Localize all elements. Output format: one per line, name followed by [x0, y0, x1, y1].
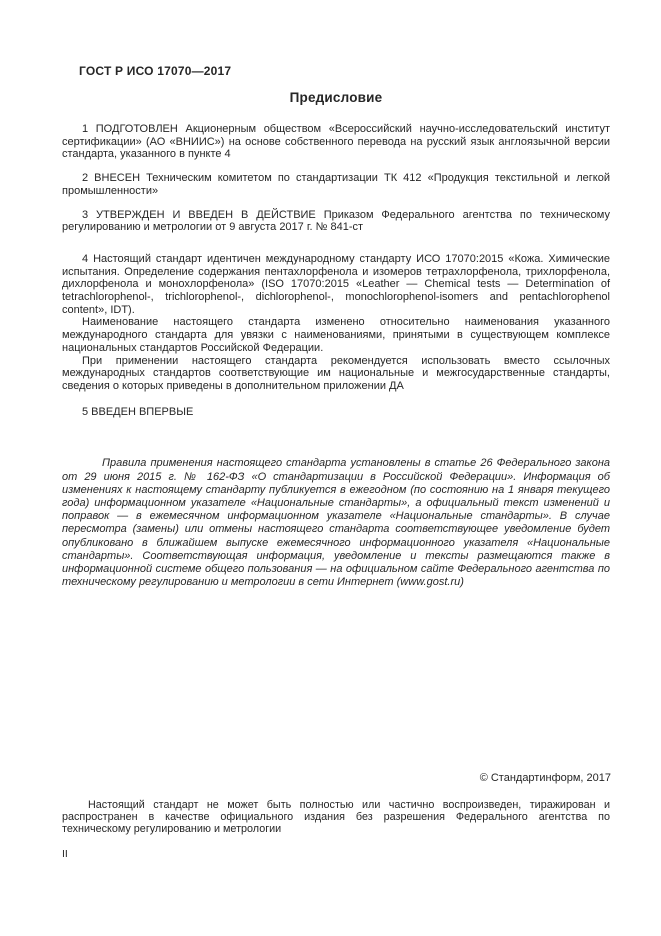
text-column	[62, 0, 610, 589]
legal-application-note: Правила применения настоящего стандарта установлены в статье 26 Федерального закона от 29 июня 2015 г. № 162-ФЗ «О стандартизации в Российской Федерации». Информация об изменениях к настоящему стандарту публикуется в ежегодном (по состоянию на 1 января текущего года) информационном указателе «Национальные стандарты», а официальный текст изменений и поправок — в ежемесячном информационном указателе «Национальные стандарты». В случае пересмотра (замены) или отмены настоящего стандарта соответствующее уведомление будет опубликовано в ближайшем выпуске ежемесячного информационного указателя «Национальные стандарты». Соответствующая информация, уведомление и тексты размещаются также в информационной системе общего пользования — на официальном сайте Федерального агентства по техническому регулированию и метрологии в сети Интернет (www.gost.ru)	[62, 457, 610, 589]
foreword-item-2: 2 ВНЕСЕН Техническим комитетом по стандартизации ТК 412 «Продукция текстильной и легкой промышленности»	[62, 172, 610, 197]
foreword-item-4-note-1: Наименование настоящего стандарта изменено относительно наименования указанного международного стандарта для увязки с наименованиями, принятыми в существующем комплексе национальных стандартов Российской Федерации.	[62, 316, 610, 354]
page-number: II	[62, 848, 68, 860]
foreword-item-3: 3 УТВЕРЖДЕН И ВВЕДЕН В ДЕЙСТВИЕ Приказом Федерального агентства по техническому регулированию и метрологии от 9 августа 2017 г. № 841-ст	[62, 208, 610, 234]
foreword-item-4: 4 Настоящий стандарт идентичен международному стандарту ИСО 17070:2015 «Кожа. Химические испытания. Определение содержания пентахлорфенола и изомеров тетрахлорфенола, трихлорфенола, дихлорфенола и монохлорфенола» (ISO 17070:2015 «Leather — Chemical tests — Determination of tetrachlorophenol-, trichlorophenol-, dichlorophenol-, monochlorophenol-isomers and pentachlorophenol content», IDT).	[62, 252, 610, 316]
page-title: Предисловие	[289, 90, 383, 105]
foreword-item-1: 1 ПОДГОТОВЛЕН Акционерным обществом «Всероссийский научно-исследовательский институт сертификации» (АО «ВНИИС») на основе собственного перевода на русский язык англоязычной версии стандарта, указанного в пункте 4	[62, 123, 610, 161]
foreword-item-4-note-2: При применении настоящего стандарта рекомендуется использовать вместо ссылочных международных стандартов соответствующие им национальные и межгосударственные стандарты, сведения о которых приведены в дополнительном приложении ДА	[62, 354, 610, 392]
distribution-restriction-note: Настоящий стандарт не может быть полностью или частично воспроизведен, тиражирован и распространен в качестве официального издания без разрешения Федерального агентства по техническому регулированию и метрологии	[62, 799, 610, 835]
foreword-item-5: 5 ВВЕДЕН ВПЕРВЫЕ	[82, 405, 194, 418]
running-header: ГОСТ Р ИСО 17070—2017	[79, 64, 232, 78]
copyright-notice: © Стандартинформ, 2017	[479, 772, 611, 784]
